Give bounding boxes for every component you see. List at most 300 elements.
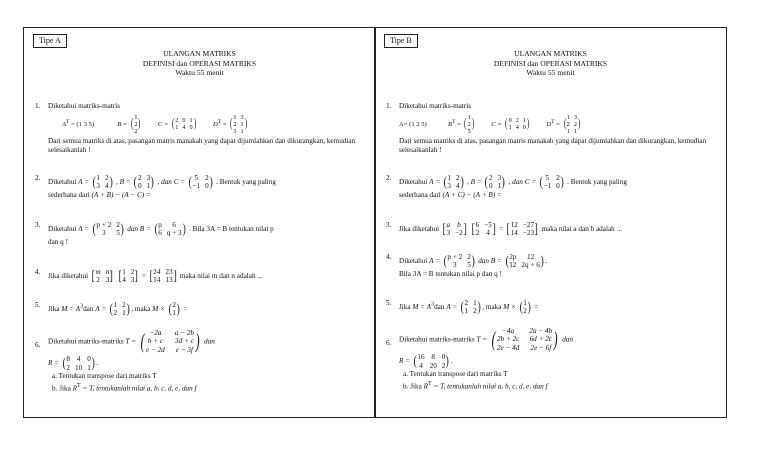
cell: 1 [122,268,126,276]
text: , maka [482,303,502,312]
cell: 2 [456,174,460,182]
text: Jika [48,305,60,314]
question-intro: Diketahui matriks-matris [48,102,121,110]
question-text: Dari semua matriks di atas, pasangan matris manakah yang dapat dijumlahkan dan dikurangkan, kemudian selesaikanlah ! [399,136,707,155]
matrix-b: ( 1 2 2 ) [131,113,141,135]
text: . Bentuk yang paling [216,178,276,187]
question-1 [386,102,718,156]
cell: 2 [556,174,560,182]
matrix-3: [ 24 23 14 13 ] [149,268,177,285]
matrix-label: , dan C = [508,178,537,187]
cell: 1 [522,117,526,125]
cell: 8 [431,353,435,362]
expression: (A + C) − (A + B) = [442,190,502,199]
cell: 3 [573,113,577,121]
question-2 [386,174,718,200]
cell: 4 [419,361,423,370]
cell: 12 [527,253,535,261]
sub-question-b [52,382,367,394]
cell: 2 [172,301,176,309]
cell: −2 [455,229,463,238]
question-number: 2. [35,174,41,182]
matrix-label: C = [157,120,169,128]
cell: 2e − 4d [496,343,520,352]
cell: 0 [488,182,493,191]
expression: (A + B) − (A − C) = [91,190,151,199]
matrix-label: , B = [466,178,482,187]
cell: 14 [153,276,161,285]
sub-text: Tentukan transpose dari matriks T [409,370,508,379]
cell: q + 3 [166,229,182,238]
cell: 4 [122,276,126,285]
exam-header [375,49,726,78]
cell: 20 [429,361,437,370]
matrix-label: C = [491,120,502,128]
exam-subtitle: DEFINISI dan OPERASI MATRIKS [493,58,608,68]
cell: 5 [467,261,471,270]
question-line [399,191,718,201]
text: Jika diketahui [399,225,440,234]
superscript: 3 [431,301,435,308]
matrix-label: , B = [115,178,131,187]
question-number: 4. [35,268,41,276]
expression: M × [152,305,165,314]
text: . Bentuk yang paling [567,178,627,187]
cell: −4a [502,327,515,335]
cell: 23 [165,268,173,276]
superscript: T [427,380,432,387]
text: sederhana dari [399,190,441,199]
matrix-1: [ m n 2 3 ] [91,268,114,285]
cell: 2 [122,301,126,309]
cell: 3 [447,182,452,191]
text: = [183,305,188,314]
question-1 [35,102,367,156]
sub-question-b [403,380,718,392]
superscript: 3 [80,303,84,310]
exam-title: ULANGAN MATRIKS [163,49,236,58]
cell: 1 [233,113,237,121]
sub-text: Jika [59,384,71,393]
cell: 0 [522,124,526,132]
matrix-2: [ 1 2 4 3 ] [118,268,139,285]
matrix-label: A = [78,225,90,234]
matrix-label: T = [476,335,487,344]
cell: 12 [509,261,517,270]
cell: 4 [182,124,186,132]
exam-sheet-tipe-b [374,27,727,418]
expression: R [423,382,428,391]
exam-time: Waktu 55 menit [526,68,575,78]
question-line: R = ( 8 4 0 2 10 1 ) . [48,355,99,372]
sub-label: a. [52,372,57,381]
question-line [48,221,367,238]
matrix-3: [ 12 −27 14 −23 ] [506,221,539,238]
cell: 1 [497,182,502,191]
matrix-a: ( 2 1 1 2 ) [460,299,481,316]
matrix-c: ( 5 2 −1 0 ) [539,174,564,191]
question-6 [35,329,367,394]
cell: 2 [475,229,480,238]
matrix-b: ( 2p 12 12 2q + 6 ) [505,253,544,270]
cell: 2 [566,120,570,128]
sub-label: b. [403,382,409,391]
question-line: Bila 3A = B tentukan nilai p dan q ! [399,269,502,278]
question-line [48,329,367,354]
matrix-label: R = [399,357,411,366]
cell: 4 [105,182,109,191]
cell: 1 [240,120,244,128]
question-line [48,174,367,191]
sub-label: a. [403,370,408,379]
cell: 0 [508,117,512,125]
text: Jika [399,303,411,312]
question-number: 1. [35,102,41,110]
matrix-a: ( 1 2 2 1 ) [109,301,130,318]
cell: 8 [66,355,70,364]
exam-sheet-tipe-a [23,27,376,418]
cell: 2e − 6f [530,343,552,352]
cell: 13 [165,276,173,285]
text: Diketahui matriks-matriks [399,335,475,344]
matrix-r: ( 8 4 0 2 10 1 ) [62,355,95,372]
cell: 2 [523,307,527,316]
cell: 3 [102,229,106,238]
cell: 1 [447,174,452,182]
cell: −2a [149,329,162,337]
cell: p + 2 [96,221,112,229]
cell: e − 2d [145,345,165,354]
question-number: 5. [35,301,41,309]
cell: 1 [464,307,469,316]
expression: = T, tentukanlah nilai a, b, c, d, e, dan f [433,382,548,391]
cell: 1 [172,309,176,318]
text: sederhana dari [48,190,90,199]
cell: 24 [153,268,161,276]
matrix-2: [ 6 −5 2 4 ] [471,221,496,238]
cell: 1 [87,363,91,372]
sub-label: b. [52,384,58,393]
matrix-label: A = [446,303,458,312]
question-line: R = ( 16 8 0 4 20 2 ) . [399,353,453,370]
vector: ( 2 1 ) [168,301,180,318]
cell: 1 [189,117,193,125]
text: dan [434,303,445,312]
cell: 5 [194,174,199,182]
text: maka nilai m dan n adalah ... [179,272,263,281]
text: dan B = [127,225,151,234]
cell: 4 [515,124,519,132]
sub-text: Jika [410,382,422,391]
cell: 3 [497,174,502,182]
matrix-label: A [62,120,67,128]
matrix-label: A = [95,305,107,314]
cell: 2a − 4b [529,327,553,335]
question-number: 6. [35,341,41,349]
exam-subtitle: DEFINISI dan OPERASI MATRIKS [142,58,257,68]
cell: e − 3f [175,345,194,354]
text: dan [204,337,215,346]
text: . [545,257,548,266]
cell: 2 [96,276,100,285]
cell: 2 [175,117,179,125]
text: dan [83,305,94,314]
cell: 5 [467,127,471,135]
matrix-t: ( −4a 2a − 4b 2b + 2c 6d + 2c 2e − 4d 2e − 6f ) [491,326,558,352]
cell: b + c [147,337,163,346]
sub-question-a [52,372,367,382]
cell: 2 [137,174,142,182]
cell: a [446,221,451,229]
text: = [534,303,539,312]
cell: 4 [76,355,81,364]
expression: M = A [412,303,432,312]
matrix-label: D [546,120,552,128]
expression: M = A [61,305,81,314]
equals: = [457,120,461,128]
question-5 [386,299,718,316]
cell: 14 [510,229,518,238]
matrix-label: R = [48,359,60,368]
cell: 2 [134,120,138,128]
cell: 2 [130,268,135,276]
equals: = [499,225,504,234]
cell: 1 [134,113,138,121]
cell: 6 [475,221,480,229]
cell: 3 [105,276,110,285]
expression: = T, tentukanlah nilai a, b, c, d, e, dan f [82,384,197,393]
question-line [48,191,367,201]
cell: 1 [467,113,471,121]
cell: m [95,268,101,276]
expression: M × [503,303,516,312]
cell: 10 [75,363,83,372]
cell: 2 [467,120,471,128]
question-line [399,327,718,352]
equals: = [222,120,227,128]
cell: −1 [543,182,552,191]
cell: 6d + 2c [529,335,552,344]
text: Diketahui [48,178,77,187]
cell: 3 [146,174,151,182]
question-number: 1. [386,102,392,110]
cell: 3 [446,229,451,238]
matrix-c: ( 0 2 1 1 4 0 ) [505,116,530,132]
matrix-t: ( −2a a − 2b b + c 3d + c e − 2d e − 3f ) [140,328,200,354]
superscript: T [452,118,456,125]
text: maka nilai a dan b adalah ... [541,225,622,234]
matrix-row [399,114,718,135]
cell: 6 [158,229,162,238]
superscript: T [217,118,222,125]
sub-text: Tentukan transpose dari matriks T [58,372,157,381]
cell: 3d + c [174,337,194,346]
matrix-dt: ( 1 3 2 1 3 1 ) [230,113,247,135]
question-line [399,174,718,191]
question-number: 3. [386,221,392,229]
cell: 2 [113,309,118,318]
question-5 [35,301,367,318]
cell: −1 [192,182,201,191]
equals: = [141,272,146,281]
cell: 1 [566,113,570,121]
cell: −27 [522,221,535,229]
exam-time: Waktu 55 menit [175,68,224,78]
matrix-a: ( p + 2 2 3 5 ) [92,221,124,238]
cell: 2 [134,127,138,135]
question-number: 6. [386,339,392,347]
cell: n [105,268,110,276]
cell: 0 [137,182,142,191]
cell: 2q + 6 [521,261,540,270]
cell: 5 [545,174,550,182]
question-number: 2. [386,174,392,182]
cell: 2p [509,253,517,261]
matrix-b: ( 2 3 0 1 ) [485,174,506,191]
cell: 3 [240,113,244,121]
cell: 1 [146,182,151,191]
cell: 0 [189,124,193,132]
cell: 1 [96,174,101,182]
tipe-label: Tipe A [33,34,67,48]
row-vector: A= (1 2 5) [399,120,427,128]
text: Diketahui matriks-matriks [48,337,124,346]
matrix-a: ( p + 2 2 3 5 ) [443,253,475,270]
cell: 1 [122,309,126,318]
cell: 1 [175,124,179,132]
cell: 2 [116,221,120,229]
text: Diketahui [399,178,428,187]
question-number: 3. [35,221,41,229]
cell: 2 [205,174,209,182]
text: . Bila 3A = B tentukan nilai p [189,225,274,234]
question-4 [386,253,718,279]
row-vector: = (1 3 5) [71,120,95,128]
sub-question-a [403,370,718,380]
superscript: T [551,118,555,125]
cell: 2b + 2c [496,335,520,344]
superscript: T [76,382,81,389]
question-2 [35,174,367,200]
matrix-label: T = [125,337,136,346]
question-line [399,253,718,270]
cell: 0 [87,355,91,364]
cell: 1 [523,299,527,307]
cell: 0 [205,182,209,191]
matrix-bt: ( 1 2 5 ) [464,113,474,135]
text: dan B = [478,257,502,266]
cell: 5 [116,229,120,238]
matrix-b: ( 2 3 0 1 ) [134,174,155,191]
cell: 0 [182,117,186,125]
cell: 12 [510,221,518,229]
cell: 2 [488,174,493,182]
cell: 1 [508,124,512,132]
cell: 3 [233,127,237,135]
matrix-c: ( 2 0 1 1 4 0 ) [172,116,196,132]
cell: 2 [515,117,519,125]
question-4 [35,268,367,285]
cell: 3 [130,276,135,285]
matrix-c: ( 5 2 −1 0 ) [188,174,213,191]
cell: 1 [573,127,577,135]
text: Jika diketahui [48,272,89,281]
cell: 16 [417,353,425,362]
cell: 2 [464,299,469,307]
cell: 1 [566,127,570,135]
matrix-label: B [448,120,453,128]
cell: 4 [486,229,490,238]
cell: 3 [96,182,101,191]
exam-title: ULANGAN MATRIKS [514,49,587,58]
matrix-row [62,114,367,135]
cell: −5 [484,221,492,229]
matrix-label: A = [429,178,441,187]
matrix-label: A = [78,178,90,187]
cell: 2 [467,253,471,261]
matrix-r: ( 16 8 0 4 20 2 ) [413,353,450,370]
text: Diketahui [48,225,77,234]
cell: 2 [233,120,237,128]
matrix-label: B = [117,120,128,128]
cell: 4 [456,182,460,191]
matrix-dt: ( 1 3 2 2 1 1 ) [563,113,581,135]
tipe-label: Tipe B [384,34,418,48]
exam-header [24,49,375,78]
matrix-b: ( p 6 6 q + 3 ) [154,221,186,238]
cell: 2 [105,174,109,182]
matrix-label: , dan C = [157,178,186,187]
cell: 0 [556,182,560,191]
cell: 1 [240,127,244,135]
cell: p + 2 [447,253,463,261]
cell: 2 [441,361,446,370]
question-6 [386,327,718,392]
cell: p [158,221,162,229]
cell: −23 [522,229,535,238]
cell: 2 [573,120,577,128]
vector: ( 1 2 ) [519,299,531,316]
question-3 [35,221,367,247]
question-number: 5. [386,299,392,307]
question-intro: Diketahui matriks-matris [399,102,472,110]
cell: 2 [473,307,477,316]
question-line: dan q ! [48,237,68,246]
cell: a − 2b [174,329,195,337]
text: Diketahui [399,257,428,266]
cell: 3 [453,261,457,270]
cell: 2 [66,363,70,372]
cell: 1 [473,299,477,307]
cell: 6 [172,221,177,229]
matrix-a: ( 1 2 3 4 ) [443,174,464,191]
text: dan [562,335,573,344]
equals: = [556,120,560,128]
cell: 1 [113,301,118,309]
matrix-a: ( 1 2 3 4 ) [92,174,113,191]
cell: b [457,221,461,229]
expression: R [72,384,77,393]
question-3 [386,221,718,238]
cell: 0 [441,353,446,362]
question-number: 4. [386,253,392,261]
question-text: Dari semua matriks di atas, pasangan matris manakah yang dapat dijumlahkan dan dikurangkan, kemudian selesaikanlah ! [48,136,356,155]
matrix-1: [ a b 3 −2 ] [442,221,467,238]
matrix-label: D [213,120,218,128]
superscript: T [66,118,70,125]
matrix-label: A = [429,257,441,266]
text: , maka [131,305,151,314]
